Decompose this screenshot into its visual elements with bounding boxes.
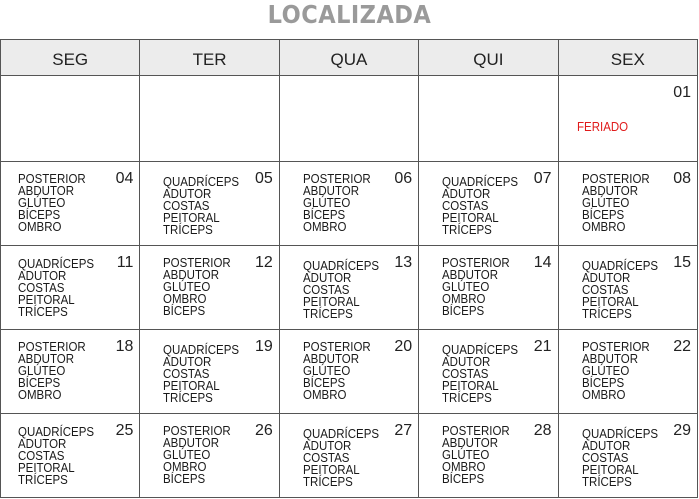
muscle-group-item: COSTAS	[163, 199, 210, 213]
muscle-group-list	[582, 173, 650, 233]
muscle-group-item: OMBRO	[302, 220, 347, 234]
muscle-group-list	[442, 425, 510, 485]
day-number: 18	[115, 338, 134, 355]
muscle-group-item: QUADRÍCEPS	[302, 259, 379, 273]
muscle-group-item: BÍCEPS	[581, 376, 624, 390]
muscle-group-item: GLÚTEO	[581, 364, 629, 378]
day-number: 21	[533, 338, 552, 355]
muscle-group-item: QUADRÍCEPS	[581, 427, 658, 441]
calendar-week-row	[1, 76, 698, 162]
muscle-group-item: OMBRO	[163, 460, 207, 474]
muscle-group-item: TRÍCEPS	[18, 473, 68, 487]
muscle-group-item: TRÍCEPS	[302, 307, 353, 321]
muscle-group-item: PEITORAL	[163, 211, 221, 225]
day-number: 08	[673, 170, 691, 187]
calendar-day-cell	[419, 330, 558, 414]
muscle-group-item: TRÍCEPS	[581, 307, 632, 321]
muscle-group-item: ADUTOR	[581, 439, 630, 453]
muscle-group-item: ADUTOR	[163, 187, 212, 201]
calendar-day-cell	[419, 246, 558, 330]
muscle-group-item: OMBRO	[18, 388, 62, 402]
muscle-group-list	[303, 341, 371, 401]
muscle-group-item: ABDUTOR	[163, 436, 220, 450]
muscle-group-item: COSTAS	[581, 283, 629, 297]
day-number: 01	[673, 84, 691, 101]
calendar-day-cell	[1, 414, 140, 498]
muscle-group-list	[18, 173, 86, 233]
holiday-note: FERIADO	[576, 120, 628, 134]
muscle-group-item: OMBRO	[163, 292, 207, 306]
day-number: 06	[394, 170, 413, 187]
muscle-group-item: OMBRO	[442, 292, 486, 306]
muscle-group-item: ABDUTOR	[442, 268, 499, 282]
muscle-group-item: ABDUTOR	[581, 352, 638, 366]
muscle-group-item: POSTERIOR	[163, 424, 232, 438]
calendar-week-row	[1, 162, 698, 246]
calendar-day-cell	[140, 246, 279, 330]
muscle-group-item: ADUTOR	[18, 437, 67, 451]
muscle-group-list	[163, 257, 231, 317]
calendar-day-cell	[140, 162, 279, 246]
muscle-group-item: GLÚTEO	[442, 280, 490, 294]
calendar-body	[1, 76, 698, 498]
muscle-group-item: PEITORAL	[163, 379, 221, 393]
day-number: 26	[254, 422, 273, 439]
muscle-group-item: COSTAS	[581, 451, 629, 465]
muscle-group-list	[303, 173, 371, 233]
muscle-group-item: TRÍCEPS	[302, 475, 353, 489]
day-number: 04	[115, 170, 134, 187]
muscle-group-item: POSTERIOR	[18, 172, 86, 186]
muscle-group-item: ADUTOR	[442, 187, 491, 201]
muscle-group-item: BÍCEPS	[581, 208, 624, 222]
calendar-day-cell	[419, 162, 558, 246]
muscle-group-item: COSTAS	[18, 449, 65, 463]
muscle-group-item: COSTAS	[18, 281, 65, 295]
day-number: 11	[116, 254, 134, 271]
calendar-day-cell	[140, 330, 279, 414]
muscle-group-item: BÍCEPS	[302, 208, 345, 222]
muscle-group-list	[163, 344, 239, 404]
calendar-day-cell	[558, 414, 697, 498]
muscle-group-list	[582, 341, 650, 401]
muscle-group-item: ABDUTOR	[18, 352, 75, 366]
day-number: 29	[673, 422, 691, 439]
weekday-header: QUI	[419, 40, 558, 76]
muscle-group-item: COSTAS	[302, 283, 350, 297]
muscle-group-item: PEITORAL	[18, 293, 75, 307]
muscle-group-item: TRÍCEPS	[163, 223, 214, 237]
muscle-group-item: PEITORAL	[302, 295, 360, 309]
muscle-group-item: ABDUTOR	[18, 184, 75, 198]
weekday-header: QUA	[279, 40, 418, 76]
calendar-day-cell	[279, 330, 418, 414]
muscle-group-item: TRÍCEPS	[442, 391, 493, 405]
page-title: LOCALIZADA	[267, 0, 432, 29]
day-number: 28	[533, 422, 552, 439]
day-number: 12	[254, 254, 273, 271]
muscle-group-item: ABDUTOR	[442, 436, 499, 450]
weekday-header: SEX	[558, 40, 697, 76]
muscle-group-item: GLÚTEO	[18, 364, 66, 378]
muscle-group-item: COSTAS	[442, 199, 489, 213]
weekday-header: TER	[140, 40, 279, 76]
calendar-day-cell	[558, 76, 697, 162]
calendar-day-cell	[140, 76, 279, 162]
muscle-group-item: POSTERIOR	[18, 340, 86, 354]
calendar-day-cell	[1, 76, 140, 162]
calendar-day-cell	[419, 76, 558, 162]
day-number: 19	[254, 338, 273, 355]
calendar-day-cell	[558, 330, 697, 414]
muscle-group-list	[163, 176, 239, 236]
muscle-group-item: GLÚTEO	[442, 448, 490, 462]
muscle-group-item: PEITORAL	[581, 295, 639, 309]
muscle-group-item: PEITORAL	[302, 463, 360, 477]
muscle-group-list	[442, 344, 518, 404]
muscle-group-item: ABDUTOR	[581, 184, 638, 198]
workout-calendar	[0, 39, 698, 498]
calendar-day-cell	[279, 414, 418, 498]
calendar-day-cell	[558, 162, 697, 246]
calendar-day-cell	[140, 414, 279, 498]
muscle-group-item: ABDUTOR	[163, 268, 220, 282]
muscle-group-item: BÍCEPS	[163, 472, 206, 486]
muscle-group-item: PEITORAL	[18, 461, 75, 475]
muscle-group-item: TRÍCEPS	[581, 475, 632, 489]
muscle-group-list	[18, 341, 86, 401]
muscle-group-item: BÍCEPS	[18, 376, 61, 390]
day-number: 15	[673, 254, 691, 271]
day-number: 27	[394, 422, 413, 439]
muscle-group-item: OMBRO	[581, 220, 626, 234]
calendar-day-cell	[558, 246, 697, 330]
muscle-group-item: POSTERIOR	[302, 172, 371, 186]
muscle-group-item: ABDUTOR	[302, 184, 359, 198]
muscle-group-item: OMBRO	[581, 388, 626, 402]
muscle-group-list	[18, 426, 94, 486]
weekday-header: SEG	[1, 40, 140, 76]
muscle-group-item: PEITORAL	[442, 211, 499, 225]
muscle-group-item: POSTERIOR	[302, 340, 371, 354]
muscle-group-item: POSTERIOR	[581, 172, 650, 186]
muscle-group-item: TRÍCEPS	[442, 223, 493, 237]
muscle-group-list	[163, 425, 231, 485]
muscle-group-item: GLÚTEO	[163, 280, 211, 294]
muscle-group-item: BÍCEPS	[442, 304, 485, 318]
muscle-group-item: QUADRÍCEPS	[18, 425, 95, 439]
muscle-group-list	[582, 428, 658, 488]
muscle-group-item: ADUTOR	[163, 355, 212, 369]
day-number: 07	[533, 170, 552, 187]
muscle-group-item: ADUTOR	[18, 269, 67, 283]
weekday-header-row	[1, 40, 698, 76]
muscle-group-item: ADUTOR	[302, 439, 352, 453]
calendar-week-row	[1, 330, 698, 414]
muscle-group-item: BÍCEPS	[163, 304, 206, 318]
muscle-group-item: POSTERIOR	[442, 424, 510, 438]
muscle-group-item: COSTAS	[302, 451, 350, 465]
muscle-group-item: PEITORAL	[581, 463, 639, 477]
day-number: 25	[115, 422, 134, 439]
muscle-group-item: TRÍCEPS	[163, 391, 214, 405]
muscle-group-item: ADUTOR	[302, 271, 352, 285]
muscle-group-item: QUADRÍCEPS	[442, 175, 519, 189]
day-number: 05	[254, 170, 273, 187]
muscle-group-item: QUADRÍCEPS	[442, 343, 519, 357]
muscle-group-item: POSTERIOR	[581, 340, 650, 354]
calendar-day-cell	[279, 162, 418, 246]
muscle-group-list	[18, 258, 94, 318]
calendar-day-cell	[419, 414, 558, 498]
muscle-group-item: QUADRÍCEPS	[302, 427, 379, 441]
muscle-group-item: ADUTOR	[442, 355, 491, 369]
day-number: 14	[533, 254, 552, 271]
muscle-group-item: OMBRO	[18, 220, 62, 234]
muscle-group-item: QUADRÍCEPS	[163, 343, 240, 357]
calendar-week-row	[1, 414, 698, 498]
muscle-group-item: GLÚTEO	[18, 196, 66, 210]
muscle-group-list	[303, 260, 379, 320]
muscle-group-item: GLÚTEO	[302, 364, 351, 378]
muscle-group-item: GLÚTEO	[581, 196, 629, 210]
muscle-group-item: QUADRÍCEPS	[163, 175, 240, 189]
day-number: 22	[673, 338, 691, 355]
muscle-group-list	[442, 176, 518, 236]
muscle-group-item: COSTAS	[442, 367, 489, 381]
calendar-day-cell	[279, 76, 418, 162]
calendar-day-cell	[1, 330, 140, 414]
calendar-day-cell	[1, 162, 140, 246]
muscle-group-item: TRÍCEPS	[18, 305, 68, 319]
muscle-group-item: GLÚTEO	[302, 196, 351, 210]
muscle-group-item: BÍCEPS	[18, 208, 61, 222]
muscle-group-item: ADUTOR	[581, 271, 630, 285]
muscle-group-item: OMBRO	[442, 460, 486, 474]
day-number: 13	[394, 254, 413, 271]
muscle-group-item: QUADRÍCEPS	[18, 257, 95, 271]
muscle-group-item: POSTERIOR	[163, 256, 232, 270]
calendar-week-row	[1, 246, 698, 330]
day-number: 20	[394, 338, 413, 355]
muscle-group-item: GLÚTEO	[163, 448, 211, 462]
muscle-group-item: PEITORAL	[442, 379, 499, 393]
muscle-group-item: COSTAS	[163, 367, 210, 381]
muscle-group-item: ABDUTOR	[302, 352, 359, 366]
calendar-day-cell	[1, 246, 140, 330]
muscle-group-item: BÍCEPS	[302, 376, 345, 390]
muscle-group-list	[303, 428, 379, 488]
muscle-group-item: POSTERIOR	[442, 256, 510, 270]
muscle-group-list	[582, 260, 658, 320]
muscle-group-list	[442, 257, 510, 317]
muscle-group-item: OMBRO	[302, 388, 347, 402]
muscle-group-item: BÍCEPS	[442, 472, 485, 486]
calendar-day-cell	[279, 246, 418, 330]
muscle-group-item: QUADRÍCEPS	[581, 259, 658, 273]
